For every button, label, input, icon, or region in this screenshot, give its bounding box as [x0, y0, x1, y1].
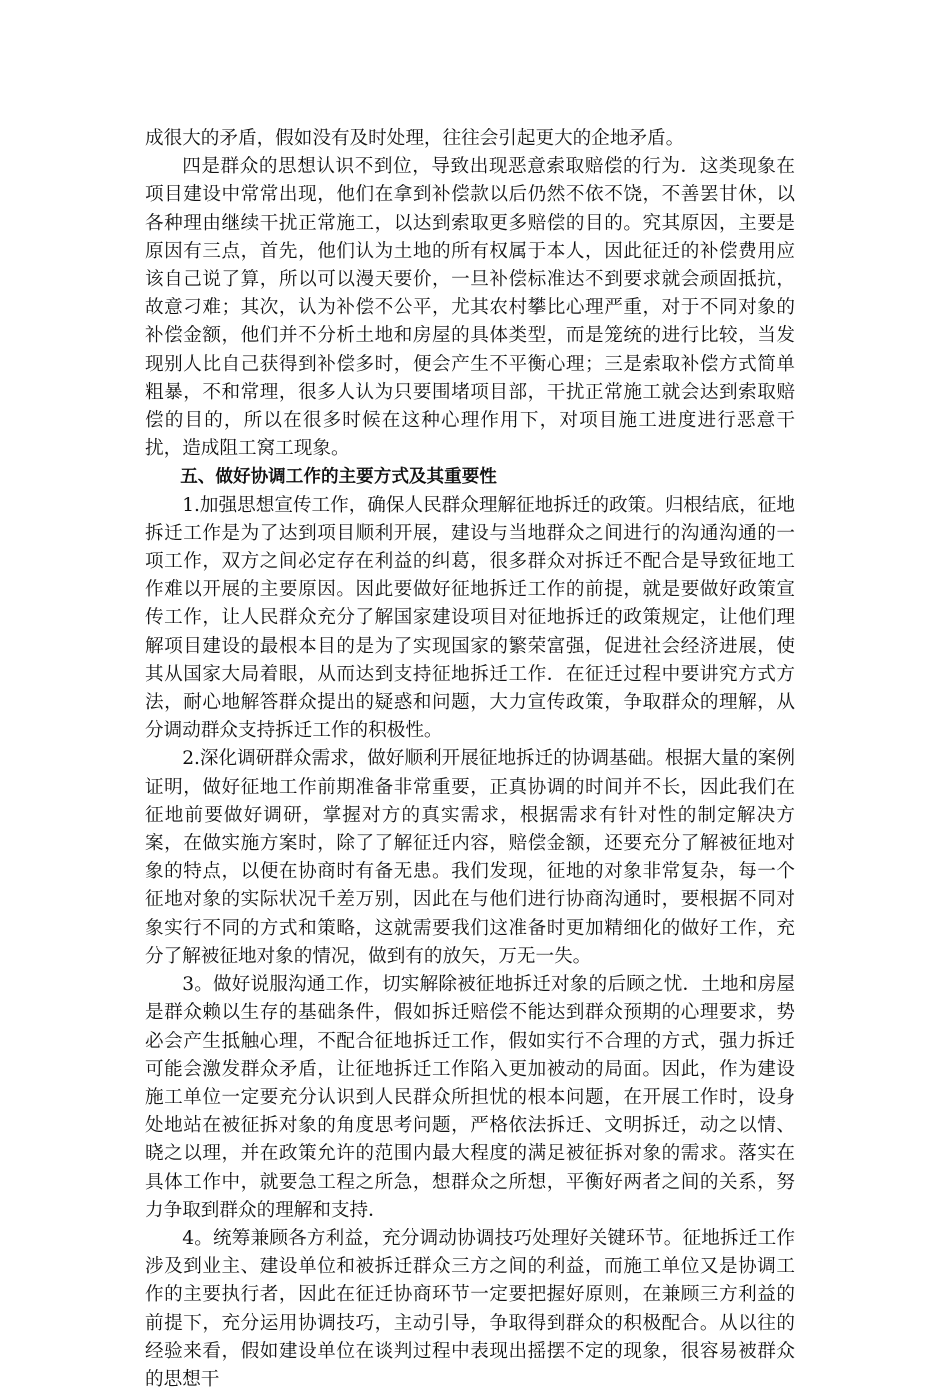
paragraph-item-3: 3。做好说服沟通工作，切实解除被征地拆迁对象的后顾之忧．土地和房屋是群众赖以生存的基础条件，假如拆迁赔偿不能达到群众预期的心理要求，势必会产生抵触心理，不配合征地拆迁工作，假如实行不合理的方式，强力拆迁可能会激发群众矛盾，让征地拆迁工作陷入更加被动的局面。因此，作为建设施工单位一定要充分认识到人民群众所担忧的根本问题，在开展工作时，设身处地站在被征拆对象的角度思考问题，严格依法拆迁、文明拆迁，动之以情、晓之以理，并在政策允许的范围内最大程度的满足被征拆对象的需求。落实在具体工作中，就要急工程之所急，想群众之所想，平衡好两者之间的关系，努力争取到群众的理解和支持． [145, 974, 795, 1221]
paragraph-item-1: 1.加强思想宣传工作，确保人民群众理解征地拆迁的政策。归根结底，征地拆迁工作是为了达到项目顺利开展，建设与当地群众之间进行的沟通沟通的一项工作，双方之间必定存在利益的纠葛，很多群众对拆迁不配合是导致征地工作难以开展的主要原因。因此要做好征地拆迁工作的前提，就是要做好政策宣传工作，让人民群众充分了解国家建设项目对征地拆迁的政策规定，让他们理解项目建设的最根本目的是为了实现国家的繁荣富强，促进社会经济进展，使其从国家大局着眼，从而达到支持征地拆迁工作．在征迁过程中要讲究方式方法，耐心地解答群众提出的疑惑和问题，大力宣传政策，争取群众的理解，从分调动群众支持拆迁工作的积极性。 [145, 494, 795, 742]
document-body [145, 125, 795, 1394]
paragraph-continuation: 成很大的矛盾，假如没有及时处理，往往会引起更大的企地矛盾。 [145, 128, 685, 149]
paragraph-item-4: 4。统筹兼顾各方利益，充分调动协调技巧处理好关键环节。征地拆迁工作涉及到业主、建设单位和被拆迁群众三方之间的利益，而施工单位又是协调工作的主要执行者，因此在征迁协商环节一定要把握好原则，在兼顾三方利益的前提下，充分运用协调技巧，主动引导，争取得到群众的积极配合。从以往的经验来看，假如建设单位在谈判过程中表现出摇摆不定的现象，很容易被群众的思想干 [145, 1227, 795, 1390]
section-heading: 五、做好协调工作的主要方式及其重要性 [180, 467, 497, 488]
paragraph-point-four: 四是群众的思想认识不到位，导致出现恶意索取赔偿的行为．这类现象在项目建设中常常出现，他们在拿到补偿款以后仍然不依不饶，不善罢甘休，以各种理由继续干扰正常施工，以达到索取更多赔偿的目的。究其原因，主要是原因有三点，首先，他们认为土地的所有权属于本人，因此征迁的补偿费用应该自己说了算，所以可以漫天要价，一旦补偿标准达不到要求就会顽固抵抗，故意刁难；其次，认为补偿不公平，尤其农村攀比心理严重，对于不同对象的补偿金额，他们并不分析土地和房屋的具体类型，而是笼统的进行比较，当发现别人比自己获得到补偿多时，便会产生不平衡心理；三是索取补偿方式简单粗暴，不和常理，很多人认为只要围堵项目部，干扰正常施工就会达到索取赔偿的目的，所以在很多时候在这种心理作用下，对项目施工进度进行恶意干扰，造成阻工窝工现象。 [145, 156, 795, 460]
paragraph-item-2: 2.深化调研群众需求，做好顺利开展征地拆迁的协调基础。根据大量的案例证明，做好征地工作前期准备非常重要，正真协调的时间并不长，因此我们在征地前要做好调研，掌握对方的真实需求，根据需求有针对性的制定解决方案，在做实施方案时，除了了解征迁内容，赔偿金额，还要充分了解被征地对象的特点，以便在协商时有备无患。我们发现，征地的对象非常复杂，每一个征地对象的实际状况千差万别，因此在与他们进行协商沟通时，要根据不同对象实行不同的方式和策略，这就需要我们这准备时更加精细化的做好工作，充分了解被征地对象的情况，做到有的放矢，万无一失。 [145, 748, 795, 967]
